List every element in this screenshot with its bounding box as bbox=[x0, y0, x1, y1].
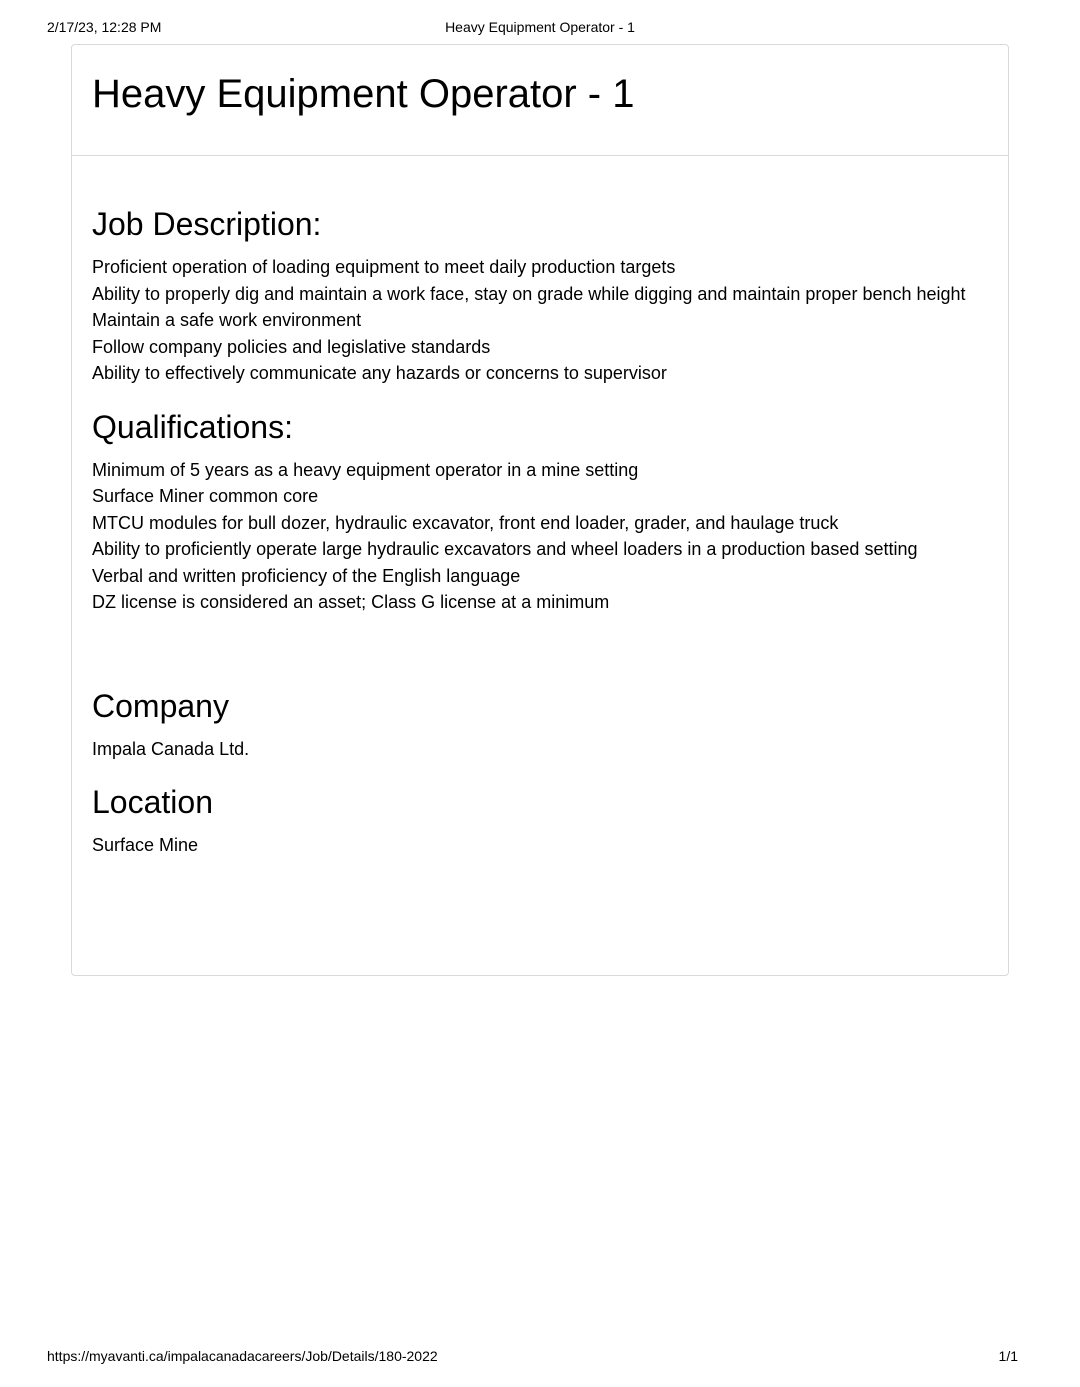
location-heading: Location bbox=[92, 784, 213, 820]
qualifications-list bbox=[92, 457, 988, 616]
page-count: 1/1 bbox=[998, 1348, 1018, 1364]
qualification-line: DZ license is considered an asset; Class G license at a minimum bbox=[92, 592, 610, 612]
qualification-line: Minimum of 5 years as a heavy equipment operator in a mine setting bbox=[92, 459, 639, 480]
job-description-heading: Job Description: bbox=[92, 206, 322, 242]
qualification-line: Surface Miner common core bbox=[92, 486, 319, 506]
job-description-line: Ability to effectively communicate any hazards or concerns to supervisor bbox=[92, 363, 667, 383]
job-description-line: Proficient operation of loading equipment to meet daily production targets bbox=[92, 257, 676, 277]
location-name: Surface Mine bbox=[92, 835, 199, 855]
qualification-line: Verbal and written proficiency of the English language bbox=[92, 565, 521, 586]
qualification-line: Ability to proficiently operate large hydraulic excavators and wheel loaders in a production based setting bbox=[92, 539, 918, 559]
job-header bbox=[72, 45, 1008, 156]
job-description-line: Follow company policies and legislative standards bbox=[92, 336, 491, 357]
job-title: Heavy Equipment Operator - 1 bbox=[92, 72, 635, 116]
print-footer bbox=[47, 1346, 1033, 1366]
qualifications-heading: Qualifications: bbox=[92, 408, 293, 445]
print-datetime: 2/17/23, 12:28 PM bbox=[47, 19, 162, 35]
job-description-line: Ability to properly dig and maintain a work face, stay on grade while digging and maintain proper bench height bbox=[92, 283, 966, 304]
qualification-line: MTCU modules for bull dozer, hydraulic excavator, front end loader, grader, and haulage truck bbox=[92, 512, 839, 533]
print-page-title: Heavy Equipment Operator - 1 bbox=[445, 19, 635, 35]
job-description-line: Maintain a safe work environment bbox=[92, 310, 362, 330]
company-name: Impala Canada Ltd. bbox=[92, 738, 250, 759]
job-details-card bbox=[71, 44, 1009, 976]
job-description-list bbox=[92, 254, 988, 387]
job-body bbox=[72, 156, 1008, 859]
print-header bbox=[47, 17, 1033, 37]
company-heading: Company bbox=[92, 687, 229, 724]
page-url: https://myavanti.ca/impalacanadacareers/Job/Details/180-2022 bbox=[47, 1348, 438, 1364]
